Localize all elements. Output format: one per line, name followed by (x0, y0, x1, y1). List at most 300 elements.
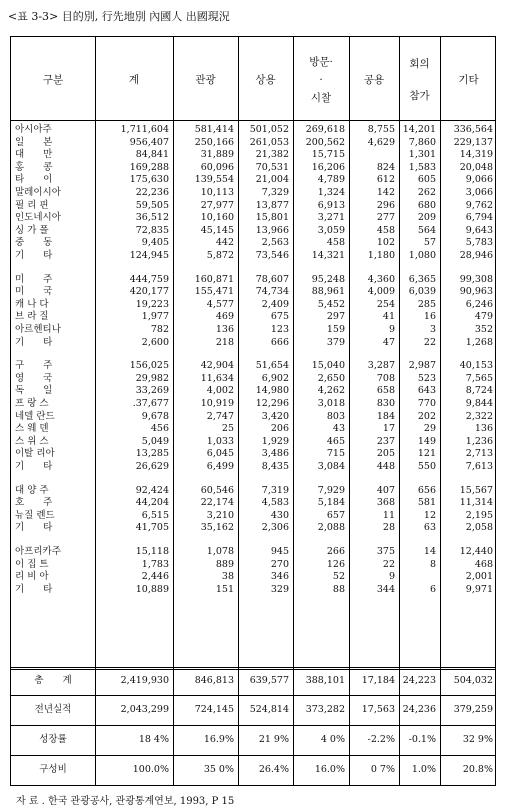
cell-visit: 200,562 (305, 136, 345, 148)
cell-conference: 14 (423, 546, 436, 557)
cell-official: 368 (376, 497, 395, 509)
cell-business: 6,902 (261, 372, 289, 384)
summary-cell-total: 2,043,299 (120, 704, 169, 715)
cell-conference: 523 (417, 372, 436, 384)
cell-conference: 63 (423, 522, 436, 534)
cell-official: 458 (376, 224, 395, 236)
cell-official: 142 (376, 187, 395, 198)
cell-official: 296 (376, 199, 395, 211)
cell-region: 이탈 리아 (15, 448, 55, 460)
cell-official: 658 (376, 385, 395, 397)
cell-official: 22 (382, 558, 395, 570)
cell-total: 15,118 (135, 546, 169, 557)
cell-visit: 465 (326, 435, 345, 447)
cell-region: 프 랑 스 (15, 398, 49, 409)
cell-business: 73,546 (255, 250, 289, 261)
cell-tour: 10,160 (200, 212, 234, 224)
cell-tour: 27,977 (200, 199, 234, 211)
cell-region: 미 주 (15, 273, 53, 285)
cell-region: 영 국 (15, 372, 53, 384)
cell-business: 261,053 (249, 136, 289, 148)
cell-tour: 6,499 (206, 461, 234, 472)
header-conference-top: 회의 (409, 58, 430, 70)
cell-tour: 1,033 (206, 435, 234, 447)
cell-visit: 16,206 (311, 161, 345, 173)
table-title: <표 3-3> 目的別, 行先地別 內國人 出國現況 (8, 10, 230, 23)
cell-visit: 4,262 (317, 385, 345, 397)
cell-tour: 4,577 (206, 298, 234, 310)
cell-tour: 218 (215, 336, 234, 348)
cell-tour: 60,546 (200, 484, 234, 496)
cell-total: 72,835 (135, 224, 169, 236)
cell-visit: 657 (326, 509, 345, 521)
cell-region: 호 주 (15, 497, 53, 509)
cell-tour: 5,872 (206, 250, 234, 261)
cell-region: 기 타 (15, 461, 53, 472)
cell-official: 1,180 (367, 250, 395, 261)
summary-cell-official: 17,563 (361, 704, 395, 715)
cell-official: 11 (382, 509, 395, 521)
cell-visit: 458 (326, 237, 345, 249)
cell-other: 2,001 (465, 571, 493, 583)
summary-cell-region: 총 계 (34, 675, 72, 686)
cell-tour: 3,210 (206, 509, 234, 521)
cell-conference: 29 (423, 423, 436, 435)
cell-other: 7,565 (465, 372, 493, 384)
cell-region: 구 주 (15, 360, 53, 372)
cell-region: 기 타 (15, 583, 53, 595)
cell-visit: 3,018 (317, 398, 345, 409)
summary-cell-business: 21 9% (258, 734, 289, 745)
cell-official: 237 (376, 435, 395, 447)
cell-conference: 202 (417, 410, 436, 422)
cell-tour: 151 (215, 583, 234, 595)
cell-business: 4,583 (261, 497, 289, 509)
cell-total: .37,677 (132, 398, 169, 409)
cell-region: 미 국 (15, 286, 53, 298)
cell-official: 9 (388, 324, 395, 335)
cell-total: 92,424 (135, 484, 169, 496)
cell-visit: 2,650 (317, 372, 345, 384)
cell-tour: 155,471 (194, 286, 234, 298)
cell-official: 3,287 (367, 360, 395, 372)
cell-region: 캐 나 다 (15, 298, 49, 310)
cell-other: 9,844 (465, 398, 493, 409)
cell-business: 329 (270, 583, 289, 595)
cell-tour: 31,889 (200, 149, 234, 161)
cell-conference: 7,860 (408, 136, 436, 148)
cell-tour: 45,145 (200, 224, 234, 236)
cell-total: 1,711,604 (120, 124, 169, 135)
cell-total: 782 (150, 324, 169, 335)
cell-total: 41,705 (135, 522, 169, 534)
cell-total: 5,049 (141, 435, 169, 447)
cell-business: 270 (270, 558, 289, 570)
cell-official: 184 (376, 410, 395, 422)
cell-business: 675 (270, 311, 289, 323)
cell-other: 1,268 (465, 336, 493, 348)
cell-other: 9,762 (465, 199, 493, 211)
cell-total: 44,204 (135, 497, 169, 509)
summary-cell-region: 전년실적 (34, 704, 72, 715)
header-total: 계 (128, 74, 140, 86)
cell-conference: 285 (417, 298, 436, 310)
header-official: 공용 (363, 74, 385, 86)
cell-tour: 136 (215, 324, 234, 335)
header-tour: 관광 (195, 74, 216, 86)
cell-tour: 6,045 (206, 448, 234, 460)
cell-official: 8,755 (367, 124, 395, 135)
cell-business: 7,319 (261, 484, 289, 496)
cell-visit: 52 (332, 571, 345, 583)
cell-other: 99,308 (459, 273, 493, 285)
summary-cell-other: 20.8% (462, 764, 493, 775)
cell-region: 뉴질 렌드 (15, 509, 55, 521)
cell-official: 205 (376, 448, 395, 460)
cell-region: 네델 란드 (15, 410, 55, 422)
cell-other: 40,153 (459, 360, 493, 372)
cell-region: 기 타 (15, 336, 53, 348)
cell-visit: 15,715 (311, 149, 345, 161)
cell-business: 1,929 (261, 435, 289, 447)
cell-official: 4,629 (367, 136, 395, 148)
cell-visit: 379 (326, 336, 345, 348)
cell-other: 336,564 (453, 124, 493, 135)
cell-other: 9,971 (465, 583, 493, 595)
cell-business: 2,409 (261, 298, 289, 310)
cell-conference: 16 (423, 311, 436, 323)
cell-conference: 57 (423, 237, 436, 249)
cell-other: 28,946 (459, 250, 493, 261)
cell-tour: 22,174 (200, 497, 234, 509)
summary-cell-region: 구성비 (39, 764, 67, 775)
cell-visit: 15,040 (311, 360, 345, 372)
cell-official: 407 (376, 484, 395, 496)
cell-visit: 4,789 (317, 174, 345, 186)
cell-conference: 12 (423, 509, 436, 521)
cell-tour: 889 (215, 558, 234, 570)
summary-cell-other: 504,032 (453, 675, 493, 686)
cell-region: 스 위 스 (15, 435, 49, 447)
cell-tour: 469 (215, 311, 234, 323)
summary-cell-visit: 4 0% (320, 734, 345, 745)
summary-cell-total: 18 4% (138, 734, 169, 745)
cell-total: 6,515 (141, 509, 169, 521)
cell-total: 2,600 (141, 336, 169, 348)
cell-business: 21,382 (255, 149, 289, 161)
cell-total: 956,407 (129, 136, 169, 148)
summary-cell-official: -2.2% (367, 734, 395, 745)
cell-conference: 6,039 (408, 286, 436, 298)
cell-total: 26,629 (135, 461, 169, 472)
cell-visit: 95,248 (311, 273, 345, 285)
cell-total: 13,285 (135, 448, 169, 460)
cell-conference: 770 (417, 398, 436, 409)
cell-official: 277 (376, 212, 395, 224)
cell-official: 254 (376, 298, 395, 310)
cell-other: 352 (474, 324, 493, 335)
cell-other: 14,319 (459, 149, 493, 161)
cell-official: 102 (376, 237, 395, 249)
cell-tour: 160,871 (194, 273, 234, 285)
cell-tour: 2,747 (206, 410, 234, 422)
cell-business: 3,486 (261, 448, 289, 460)
cell-tour: 139,554 (194, 174, 234, 186)
cell-official: 4,360 (367, 273, 395, 285)
cell-total: 9,405 (141, 237, 169, 249)
cell-official: 824 (376, 161, 395, 173)
cell-region: 타 이 (15, 174, 53, 186)
summary-cell-tour: 724,145 (194, 704, 234, 715)
cell-official: 47 (382, 336, 395, 348)
cell-other: 6,794 (465, 212, 493, 224)
cell-region: 독 일 (15, 385, 53, 397)
cell-business: 501,052 (249, 124, 289, 135)
cell-other: 229,137 (453, 136, 493, 148)
cell-total: 59,505 (135, 199, 169, 211)
total-divider (11, 667, 495, 670)
header-visit-bottom: 시찰 (310, 92, 332, 104)
summary-cell-official: 17,184 (361, 675, 395, 686)
cell-official: 612 (376, 174, 395, 186)
cell-visit: 269,618 (305, 124, 345, 135)
cell-other: 6,246 (465, 298, 493, 310)
row-divider (11, 725, 495, 726)
cell-tour: 35,162 (200, 522, 234, 534)
header-business: 상용 (255, 74, 276, 86)
cell-visit: 14,321 (311, 250, 345, 261)
cell-official: 830 (376, 398, 395, 409)
cell-region: 대 양 주 (15, 484, 49, 496)
summary-cell-official: 0 7% (370, 764, 395, 775)
cell-official: 4,009 (367, 286, 395, 298)
cell-total: 19,223 (135, 298, 169, 310)
cell-business: 2,306 (261, 522, 289, 534)
cell-other: 468 (474, 558, 493, 570)
cell-total: 169,288 (129, 161, 169, 173)
cell-conference: 22 (423, 336, 436, 348)
cell-other: 8,724 (465, 385, 493, 397)
cell-business: 13,877 (255, 199, 289, 211)
summary-cell-total: 2,419,930 (120, 675, 169, 686)
statistics-table (10, 36, 496, 786)
cell-total: 10,889 (135, 583, 169, 595)
cell-business: 15,801 (255, 212, 289, 224)
header-visit-top: 방문· (309, 56, 333, 68)
cell-other: 5,783 (465, 237, 493, 249)
cell-other: 9,066 (465, 174, 493, 186)
cell-official: 448 (376, 461, 395, 472)
cell-region: 싱 가 폴 (15, 224, 49, 236)
cell-business: 206 (270, 423, 289, 435)
cell-other: 2,058 (465, 522, 493, 534)
cell-visit: 3,271 (317, 212, 345, 224)
cell-visit: 88,961 (311, 286, 345, 298)
summary-cell-business: 639,577 (249, 675, 289, 686)
cell-conference: 6,365 (408, 273, 436, 285)
cell-visit: 297 (326, 311, 345, 323)
cell-business: 666 (270, 336, 289, 348)
cell-tour: 60,096 (200, 161, 234, 173)
cell-conference: 656 (417, 484, 436, 496)
cell-business: 12,296 (255, 398, 289, 409)
cell-conference: 1,080 (408, 250, 436, 261)
cell-total: 9,678 (141, 410, 169, 422)
cell-tour: 25 (221, 423, 234, 435)
cell-tour: 581,414 (194, 124, 234, 135)
row-divider (11, 755, 495, 756)
cell-visit: 1,324 (317, 187, 345, 198)
cell-business: 945 (270, 546, 289, 557)
cell-other: 2,195 (465, 509, 493, 521)
summary-cell-region: 성장률 (39, 734, 67, 745)
header-other: 기타 (458, 74, 479, 86)
cell-conference: 8 (429, 558, 436, 570)
cell-conference: 550 (417, 461, 436, 472)
summary-cell-conference: 24,236 (402, 704, 436, 715)
cell-region: 아시아주 (15, 124, 52, 135)
cell-official: 9 (388, 571, 395, 583)
cell-region: 필 리 핀 (15, 199, 49, 211)
summary-cell-visit: 373,282 (305, 704, 345, 715)
cell-business: 123 (270, 324, 289, 335)
cell-conference: 6 (429, 583, 436, 595)
summary-cell-tour: 846,813 (194, 675, 234, 686)
cell-region: 기 타 (15, 250, 53, 261)
summary-cell-other: 32 9% (462, 734, 493, 745)
cell-total: 33,269 (135, 385, 169, 397)
summary-cell-other: 379,259 (453, 704, 493, 715)
cell-region: 홍 콩 (15, 161, 53, 173)
cell-other: 15,567 (459, 484, 493, 496)
cell-business: 74,734 (255, 286, 289, 298)
cell-conference: 680 (417, 199, 436, 211)
summary-cell-tour: 35 0% (203, 764, 234, 775)
summary-cell-tour: 16.9% (203, 734, 234, 745)
cell-business: 7,329 (261, 187, 289, 198)
cell-tour: 442 (215, 237, 234, 249)
summary-cell-visit: 388,101 (305, 675, 345, 686)
cell-total: 444,759 (129, 273, 169, 285)
summary-cell-business: 524,814 (249, 704, 289, 715)
source-note: 자 료 . 한국 관광공사, 관광통계연보, 1993, P 15 (16, 796, 235, 807)
cell-conference: 3 (429, 324, 436, 335)
cell-official: 17 (382, 423, 395, 435)
cell-tour: 38 (221, 571, 234, 583)
cell-visit: 159 (326, 324, 345, 335)
header-divider (11, 120, 495, 121)
cell-conference: 2,987 (408, 360, 436, 372)
cell-visit: 5,184 (317, 497, 345, 509)
cell-business: 13,966 (255, 224, 289, 236)
cell-other: 7,613 (465, 461, 493, 472)
cell-business: 3,420 (261, 410, 289, 422)
cell-business: 430 (270, 509, 289, 521)
cell-visit: 88 (332, 583, 345, 595)
cell-official: 708 (376, 372, 395, 384)
cell-other: 1,236 (465, 435, 493, 447)
row-divider (11, 695, 495, 696)
cell-total: 2,446 (141, 571, 169, 583)
cell-visit: 6,913 (317, 199, 345, 211)
cell-total: 84,841 (135, 149, 169, 161)
cell-other: 2,713 (465, 448, 493, 460)
cell-total: 36,512 (135, 212, 169, 224)
cell-business: 70,531 (255, 161, 289, 173)
summary-cell-conference: 24,223 (402, 675, 436, 686)
cell-other: 90,963 (459, 286, 493, 298)
cell-region: 리 비 아 (15, 571, 49, 583)
cell-tour: 1,078 (206, 546, 234, 557)
cell-visit: 3,059 (317, 224, 345, 236)
cell-tour: 11,634 (200, 372, 234, 384)
cell-official: 28 (382, 522, 395, 534)
cell-other: 20,048 (459, 161, 493, 173)
cell-total: 1,783 (141, 558, 169, 570)
summary-cell-business: 26.4% (258, 764, 289, 775)
cell-conference: 1,583 (408, 161, 436, 173)
cell-region: 일 본 (15, 136, 53, 148)
summary-cell-total: 100.0% (132, 764, 169, 775)
cell-business: 14,980 (255, 385, 289, 397)
cell-tour: 10,113 (200, 187, 234, 198)
cell-official: 375 (376, 546, 395, 557)
cell-total: 156,025 (129, 360, 169, 372)
cell-conference: 262 (417, 187, 436, 198)
cell-business: 78,607 (255, 273, 289, 285)
cell-visit: 803 (326, 410, 345, 422)
header-visit-dot: · (319, 74, 323, 86)
cell-region: 이 집 트 (15, 558, 49, 570)
cell-total: 456 (150, 423, 169, 435)
cell-conference: 581 (417, 497, 436, 509)
cell-total: 420,177 (129, 286, 169, 298)
cell-other: 479 (474, 311, 493, 323)
cell-other: 12,440 (459, 546, 493, 557)
cell-total: 29,982 (135, 372, 169, 384)
cell-total: 175,630 (129, 174, 169, 186)
cell-conference: 1,301 (408, 149, 436, 161)
cell-conference: 605 (417, 174, 436, 186)
cell-total: 22,236 (135, 187, 169, 198)
cell-conference: 209 (417, 212, 436, 224)
cell-region: 브 라 질 (15, 311, 49, 323)
cell-region: 대 만 (15, 149, 53, 161)
summary-cell-conference: 1.0% (411, 764, 436, 775)
cell-tour: 42,904 (200, 360, 234, 372)
cell-other: 11,314 (459, 497, 493, 509)
cell-visit: 715 (326, 448, 345, 460)
cell-region: 아프리카주 (15, 546, 61, 557)
header-conference-bottom: 참가 (409, 90, 430, 102)
cell-visit: 126 (326, 558, 345, 570)
cell-visit: 266 (326, 546, 345, 557)
cell-region: 말레이시아 (15, 187, 61, 198)
cell-region: 기 타 (15, 522, 53, 534)
cell-official: 41 (382, 311, 395, 323)
cell-visit: 5,452 (317, 298, 345, 310)
header-region: 구분 (42, 74, 64, 86)
cell-region: 스 웨 덴 (15, 423, 49, 435)
cell-business: 21,004 (255, 174, 289, 186)
cell-business: 346 (270, 571, 289, 583)
cell-region: 인도네시아 (15, 212, 61, 224)
cell-other: 136 (474, 423, 493, 435)
cell-tour: 4,002 (206, 385, 234, 397)
cell-visit: 2,088 (317, 522, 345, 534)
cell-other: 2,322 (465, 410, 493, 422)
cell-visit: 43 (332, 423, 345, 435)
